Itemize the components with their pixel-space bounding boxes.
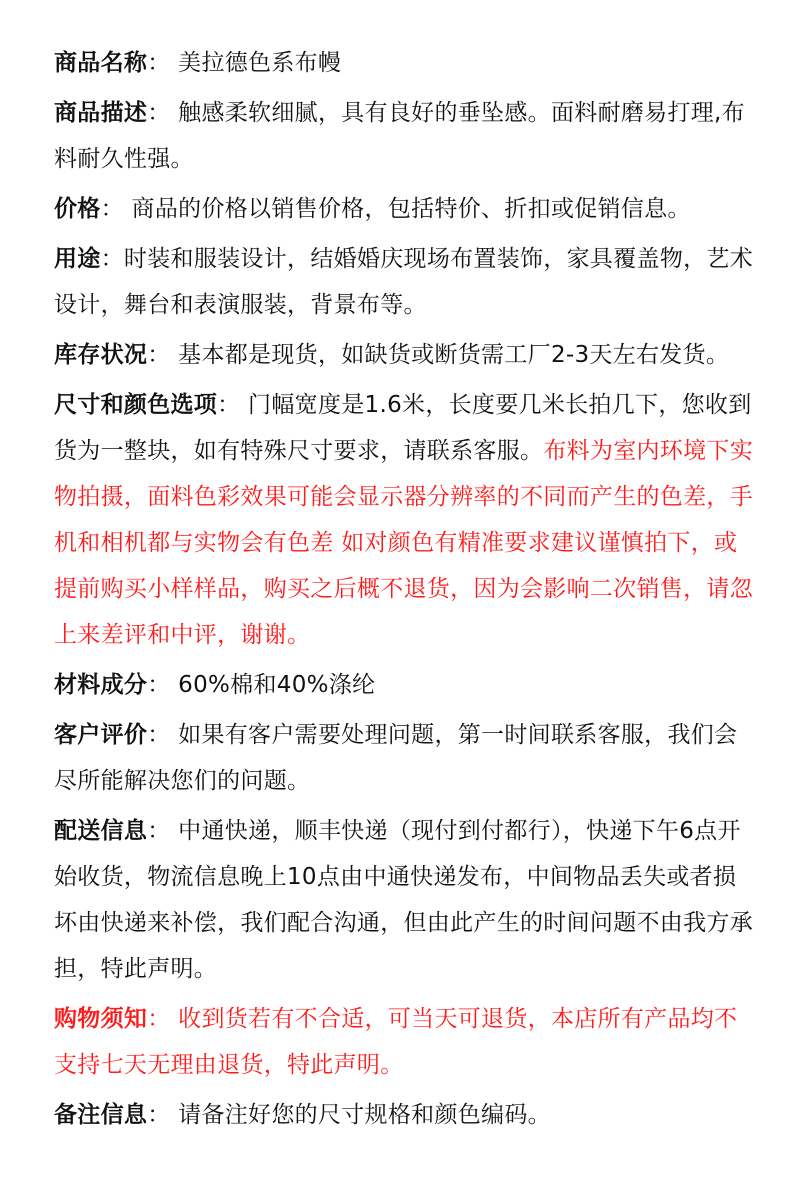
product-description-separator: ： [147, 100, 171, 126]
customer-review-entry [54, 712, 754, 804]
price-value: 商品的价格以销售价格，包括特价、折扣或促销信息。 [131, 196, 691, 222]
customer-review-separator: ： [147, 722, 171, 748]
shipping-label: 配送信息 [54, 818, 148, 844]
price-label: 价格 [54, 196, 101, 222]
product-name-label: 商品名称 [54, 50, 148, 76]
material-label: 材料成分 [54, 672, 148, 698]
shipping-value: 中通快递，顺丰快递（现付到付都行），快递下午6点开始收货，物流信息晚上10点由中通快递发布，中间物品丢失或者损坏由快递来补偿，我们配合沟通，但由此产生的时间问题不由我方承担，特此声明。 [54, 818, 753, 982]
product-name-entry [54, 40, 754, 86]
price-separator: ： [100, 196, 124, 222]
usage-entry [54, 236, 754, 328]
size-color-warning: 布料为室内环境下实物拍摄，面料色彩效果可能会显示器分辨率的不同而产生的色差，手机和相机都与实物会有色差 如对颜色有精准要求建议谨慎拍下，或提前购买小样样品，购买之后概不退货，因为会影响二次销售，请忽上来差评和中评，谢谢。 [54, 438, 754, 648]
size-color-separator: ： [217, 392, 241, 418]
material-value: 60%棉和40%涤纶 [178, 672, 376, 698]
shipping-entry [54, 808, 754, 992]
shipping-separator: ： [147, 818, 171, 844]
customer-review-value: 如果有客户需要处理问题，第一时间联系客服，我们会尽所能解决您们的问题。 [54, 722, 738, 794]
product-description-value: 触感柔软细腻，具有良好的垂坠感。面料耐磨易打理,布料耐久性强。 [54, 100, 745, 172]
size-color-label: 尺寸和颜色选项 [54, 392, 218, 418]
remark-value: 请备注好您的尺寸规格和颜色编码。 [178, 1102, 551, 1128]
usage-separator: ： [100, 246, 124, 272]
stock-status-separator: ： [147, 342, 171, 368]
shopping-notice-value: 收到货若有不合适，可当天可退货，本店所有产品均不支持七天无理由退货，特此声明。 [54, 1006, 738, 1078]
remark-label: 备注信息 [54, 1102, 148, 1128]
usage-value: 时装和服装设计，结婚婚庆现场布置装饰，家具覆盖物，艺术设计，舞台和表演服装，背景布等。 [54, 246, 754, 318]
remark-entry [54, 1092, 754, 1138]
stock-status-value: 基本都是现货，如缺货或断货需工厂2-3天左右发货。 [178, 342, 730, 368]
material-separator: ： [147, 672, 171, 698]
stock-status-entry [54, 332, 754, 378]
price-entry [54, 186, 754, 232]
shopping-notice-label: 购物须知 [54, 1006, 148, 1032]
size-color-value: 门幅宽度是1.6米，长度要几米长拍几下，您收到货为一整块，如有特殊尺寸要求，请联系客服。 [54, 392, 752, 464]
product-description-entry [54, 90, 754, 182]
product-description-label: 商品描述 [54, 100, 148, 126]
shopping-notice-entry [54, 996, 754, 1088]
customer-review-label: 客户评价 [54, 722, 148, 748]
stock-status-label: 库存状况 [54, 342, 148, 368]
material-entry [54, 662, 754, 708]
usage-label: 用途 [54, 246, 101, 272]
remark-separator: ： [147, 1102, 171, 1128]
size-color-entry [54, 382, 754, 658]
product-name-value: 美拉德色系布幔 [178, 50, 342, 76]
product-name-separator: ： [147, 50, 171, 76]
shopping-notice-separator: ： [147, 1006, 171, 1032]
